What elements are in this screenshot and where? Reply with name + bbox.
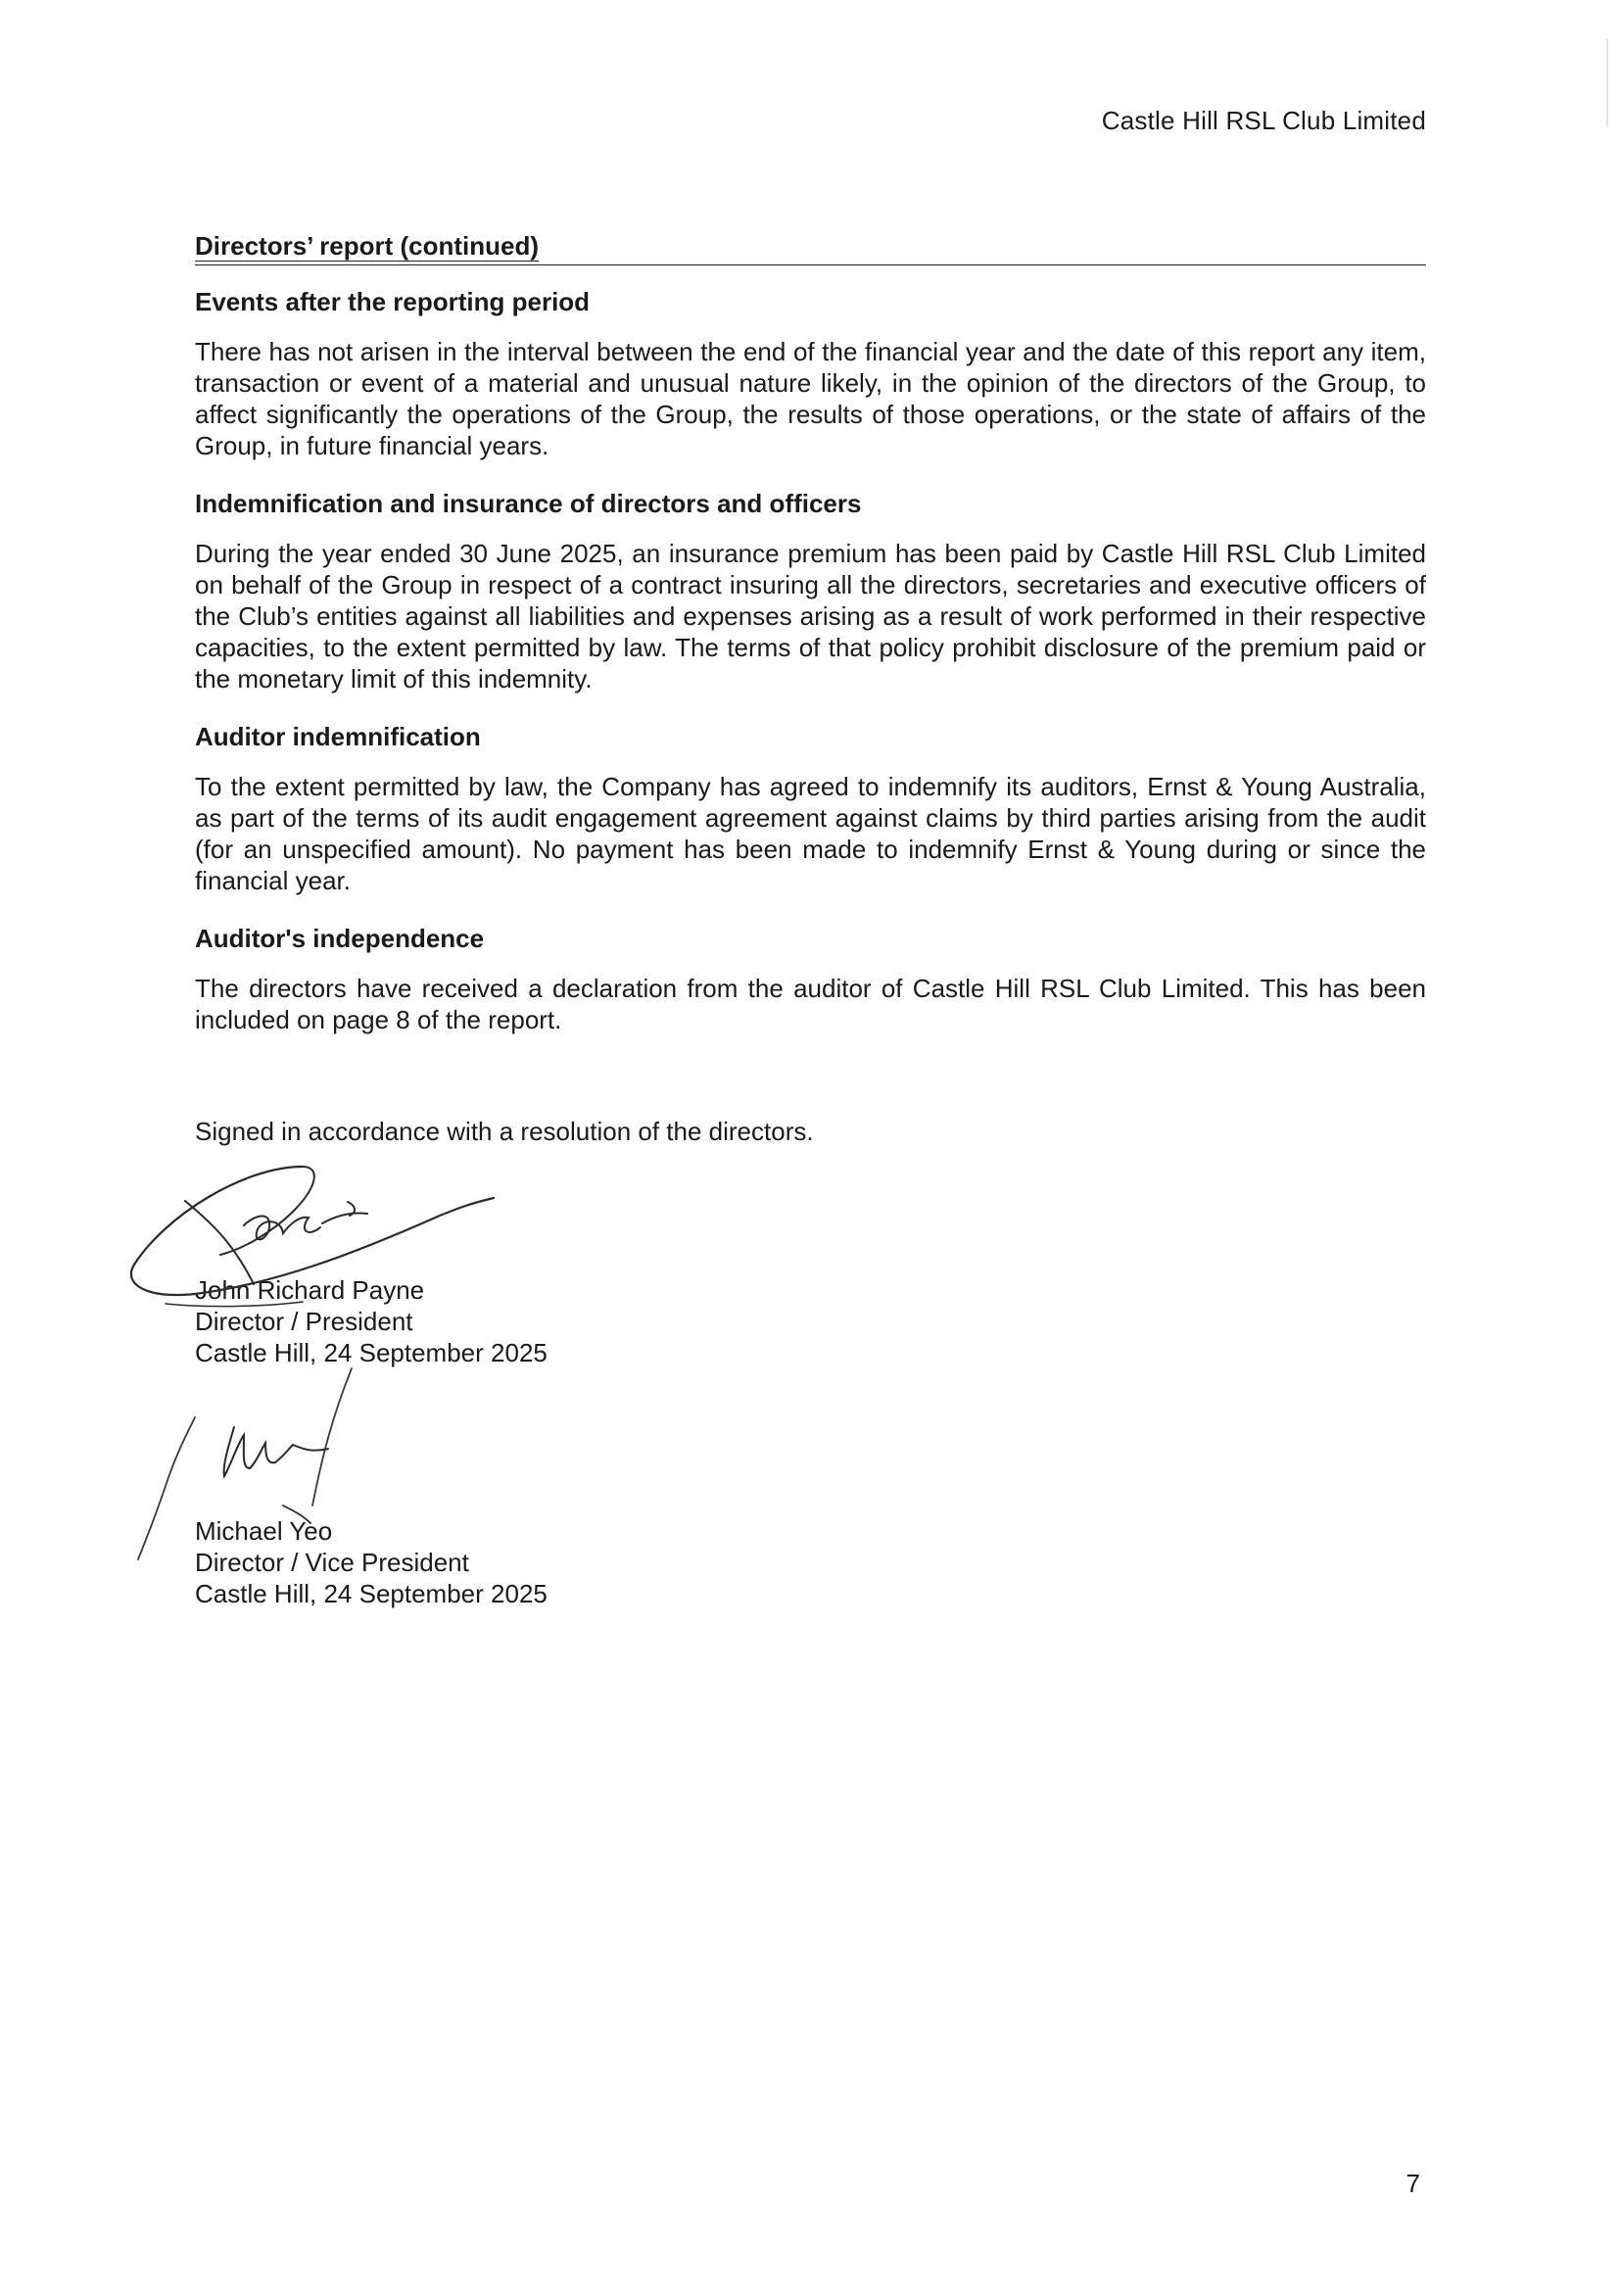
page-number: 7 xyxy=(1406,2169,1420,2198)
section-heading: Events after the reporting period xyxy=(195,287,591,316)
report-title xyxy=(195,231,1426,265)
signatory-place-date: Castle Hill, 24 September 2025 xyxy=(195,1338,548,1367)
signatory-role: Director / Vice President xyxy=(195,1548,469,1577)
signatory-name: John Richard Payne xyxy=(195,1275,425,1305)
section-body: To the extent permitted by law, the Company has agreed to indemnify its auditors, Ernst & Young Australia, as part of the terms of its audit engagement agreement against claims by third parties arising from the audit (for an unspecified amount). No payment has been made to indemnify Ernst & Young during or since the financial year. xyxy=(195,772,1426,895)
header-organization: Castle Hill RSL Club Limited xyxy=(1101,106,1426,135)
section-body: The directors have received a declaration from the auditor of Castle Hill RSL Club Limited. This has been included on page 8 of the report. xyxy=(195,974,1426,1034)
section-auditor-independence xyxy=(195,924,1426,1035)
signatory-place-date: Castle Hill, 24 September 2025 xyxy=(195,1579,548,1608)
report-title-text: Directors’ report (continued) xyxy=(195,231,540,261)
signatory-name: Michael Yeo xyxy=(195,1516,333,1546)
closing-statement: Signed in accordance with a resolution of the directors. xyxy=(195,1117,814,1146)
section-body: During the year ended 30 June 2025, an insurance premium has been paid by Castle Hill RSL Club Limited on behalf of the Group in respect of a contract insuring all the directors, secretaries and executive officers of the Club’s entities against all liabilities and expenses arising as a result of work performed in their respective capacities, to the extent permitted by law. The terms of that policy prohibit disclosure of the premium paid or the monetary limit of this indemnity. xyxy=(195,539,1426,694)
signatory-block-vice-president xyxy=(195,1515,1426,1609)
section-heading: Auditor indemnification xyxy=(195,722,481,751)
section-heading: Indemnification and insurance of directors and officers xyxy=(195,489,862,518)
report-body xyxy=(195,231,1426,1609)
scan-edge-mark xyxy=(1606,39,1608,127)
section-auditor-indemnification xyxy=(195,722,1426,896)
signatory-block-president xyxy=(195,1274,1426,1368)
section-heading: Auditor's independence xyxy=(195,924,485,953)
section-body: There has not arisen in the interval between the end of the financial year and the date of this report any item, transaction or event of a material and unusual nature likely, in the opinion of the directors of the Group, to affect significantly the operations of the Group, the results of those operations, or the state of affairs of the Group, in future financial years. xyxy=(195,337,1426,460)
signatory-role: Director / President xyxy=(195,1307,413,1336)
section-events-after-reporting xyxy=(195,287,1426,461)
section-indemnification-insurance xyxy=(195,489,1426,694)
